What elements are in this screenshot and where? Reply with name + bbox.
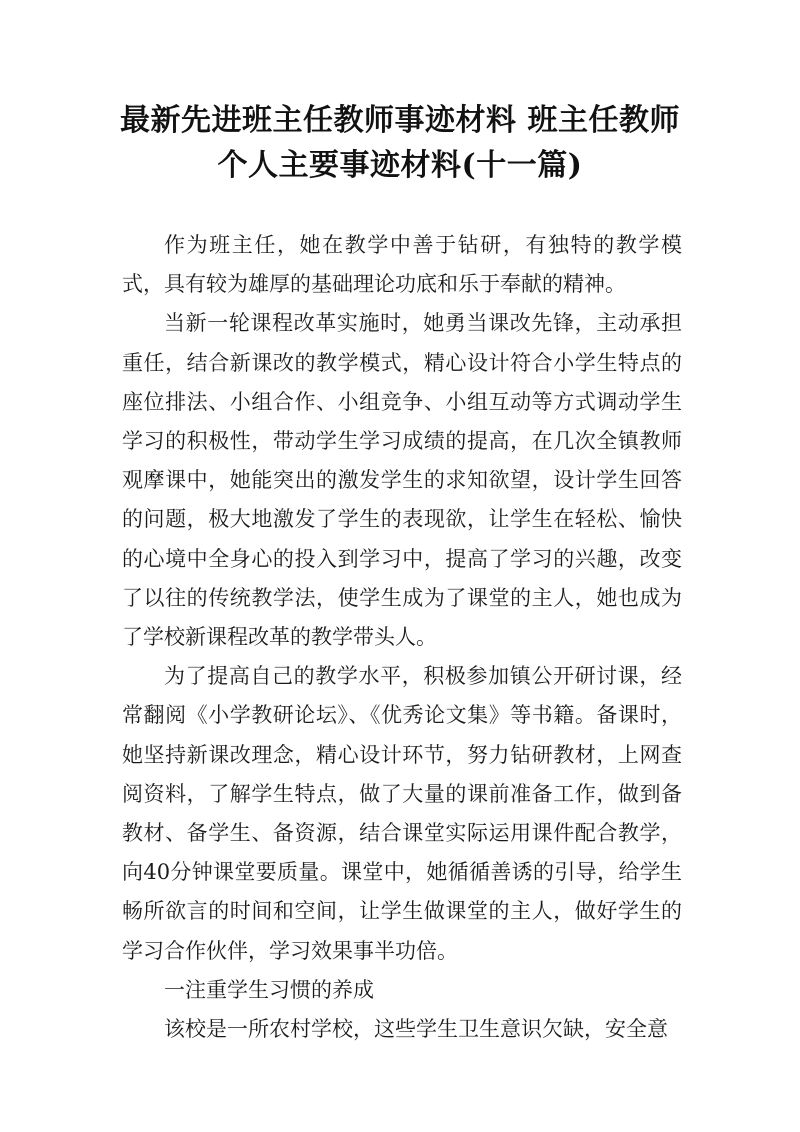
- document-title: [100, 98, 700, 188]
- paragraph: 作为班主任，她在教学中善于钻研，有独特的教学模式，具有较为雄厚的基础理论功底和乐于奉献的精神。: [122, 233, 682, 297]
- paragraph: 该校是一所农村学校，这些学生卫生意识欠缺，安全意: [164, 1017, 668, 1042]
- section-heading: 一注重学生习惯的养成: [164, 977, 374, 1002]
- document-body: [122, 226, 682, 1049]
- title-line-1: 最新先进班主任教师事迹材料 班主任教师: [120, 103, 680, 138]
- title-line-2: 个人主要事迹材料(十一篇): [217, 148, 583, 183]
- paragraph: 当新一轮课程改革实施时，她勇当课改先锋，主动承担重任，结合新课改的教学模式，精心设计符合小学生特点的座位排法、小组合作、小组竞争、小组互动等方式调动学生学习的积极性，带动学生学习成绩的提高，在几次全镇教师观摩课中，她能突出的激发学生的求知欲望，设计学生回答的问题，极大地激发了学生的表现欲，让学生在轻松、愉快的心境中全身心的投入到学习中，提高了学习的兴趣，改变了以往的传统教学法，使学生成为了课堂的主人，她也成为了学校新课程改革的教学带头人。: [122, 311, 682, 650]
- paragraph: 为了提高自己的教学水平，积极参加镇公开研讨课，经常翻阅《小学教研论坛》、《优秀论文集》等书籍。备课时，她坚持新课改理念，精心设计环节，努力钻研教材，上网查阅资料，了解学生特点，做了大量的课前准备工作，做到备教材、备学生、备资源，结合课堂实际运用课件配合教学，向40分钟课堂要质量。课堂中，她循循善诱的引导，给学生畅所欲言的时间和空间，让学生做课堂的主人，做好学生的学习合作伙伴，学习效果事半功倍。: [122, 664, 682, 963]
